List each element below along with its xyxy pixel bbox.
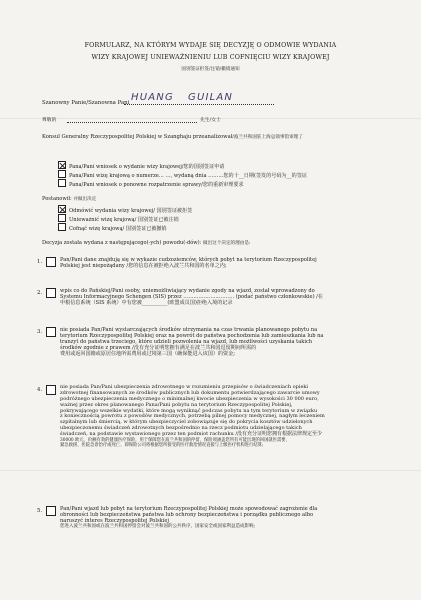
addressee-label-chinese: 尊敬的: [42, 118, 57, 123]
reason-3-checkbox[interactable]: [46, 327, 56, 337]
reason-3-line: środków zgodnie z prawem /没有充分证明您拥有满足在波兰共和国逗留期间所需的: [60, 345, 257, 351]
reason-4-line: zdrowotnej finansowanych ze środków publicznych lub dokumentu potwierdzającego zawarcie umowy: [60, 389, 320, 396]
reason-4-text: [60, 385, 325, 448]
request-option-1-checkbox[interactable]: [58, 161, 66, 169]
reason-4-line: 紧急救援、医院急诊治疗或死亡、即保险公司将根据您所接受的医疗救治情况直接与上级医疗机构进行结算;: [60, 443, 264, 449]
decision-option-2: [58, 214, 179, 223]
reason-2-line: wpis co do Pańskiej/Pani osoby, uniemożliwiający wydanie zgody na wjazd, został wprowadzony do: [60, 288, 315, 294]
reason-4-line: 30000 欧元、价额有效的健康医疗保险，用于保障您在波兰共和国的停留、保险须涵盖您所有可能出现的回国就医需要、: [60, 438, 290, 444]
request-option-1: [58, 161, 224, 170]
reason-3-line: nie posiada Pan/Pani wystarczających środków utrzymania na czas trwania planowanego pobytu na: [60, 327, 318, 333]
addressee-label: Szanowny Panie/Szanowna Pani: [42, 100, 130, 106]
request-option-3: [58, 179, 244, 188]
reason-2-line: 申根信息系统（SIS 系统）中有您被__________(欧盟成员国)拒绝入境的记录: [60, 300, 233, 306]
addressee-surname: HUANG: [131, 92, 174, 103]
reasons-intro: [42, 240, 250, 246]
reason-5-line: Pan/Pani wjazd lub pobyt na terytorium Rzeczypospolitej Polskiej może spowodować zagrożenie dla: [60, 506, 318, 512]
form-title-line-2: WIZY KRAJOWEJ UNIEWAŻNIENIU LUB COFNIĘCIU WIZY KRAJOWEJ: [91, 54, 330, 61]
request-option-1-label: Pana/Pani wniosek o wydanie wizy krajowej/您的国别签证申请: [69, 164, 225, 170]
reason-4-line: z koniecznością powrotu z powodów medycznych, potrzebą pilnej pomocy medycznej, nagłym leczeniem: [60, 413, 325, 420]
decision-option-1: [58, 205, 192, 214]
reason-4-line: ważnej przez okres planowanego Pana/Pani pobytu na terytorium Rzeczypospolitej Polskiej,: [60, 401, 293, 408]
consulate-statement-chinese: /波兰共和国驻上海总领事馆审理了: [232, 135, 303, 140]
reason-4-line: pokrywającego wszelkie wydatki, które mogą wyniknąć podczas pobytu na tym terytorium w związku: [60, 407, 318, 414]
reasons-intro-chinese: 做出这个决定的理由是:: [202, 241, 251, 246]
reason-4-line: świadczeń, na podstawie wystawionego przez ten podmiot rachunku /没有充分证明您拥有根据法律规定至少: [60, 431, 323, 438]
reason-2-text: [60, 288, 323, 306]
reason-5-line: 您进入波兰共和国或在波兰共和国停留会对波兰共和国的公共秩序，国家安全或国家利益造成影响;: [60, 524, 256, 529]
decision-heading: [42, 196, 96, 202]
reason-4-line: ubezpieczonemu świadczeń zdrowotnych bezpośrednio na rzecz podmiotu udzielającego takich: [60, 425, 302, 432]
reason-4-number: 4.: [37, 387, 43, 393]
reason-4-line: podróżnego ubezpieczenia medycznego o minimalnej kwocie ubezpieczenia w wysokości 30 000 euro,: [60, 395, 319, 402]
request-option-2-checkbox[interactable]: [58, 170, 66, 178]
decision-option-3-label: Cofnąć wizę krajową/ 国别签证已被撤销: [69, 226, 167, 232]
request-option-2: [58, 170, 307, 179]
addressee-suffix-chinese: 先生/女士: [200, 118, 221, 123]
decision-option-3-checkbox[interactable]: [58, 223, 66, 231]
reasons-intro-text: Decyzja została wydana z następującego(-ych) powodu(-dów):: [42, 240, 202, 246]
reason-5-line: obronności lub bezpieczeństwa państwa lub ochrony bezpieczeństwa i porządku publicznego albo: [60, 512, 314, 518]
request-option-3-label: Pana/Pani wniosek o ponowne rozpatrzenie sprawy/您的重新审理要求: [69, 182, 244, 188]
reason-1-text: [60, 257, 317, 269]
reason-4-line: nie posiada Pan/Pani ubezpieczenia zdrowotnego w rozumieniu przepisów o świadczeniach opieki: [60, 384, 309, 390]
reason-3-text: [60, 327, 323, 357]
decision-option-3: [58, 223, 167, 232]
decision-label-chinese: 并做出决定: [73, 197, 97, 202]
reason-3-line: tranzyt do państwa trzeciego, które udzieli pozwolenia na wjazd, lub możliwości uzyskania takich: [60, 339, 313, 345]
reason-3-number: 3.: [37, 329, 43, 335]
decision-option-1-label: Odmówić wydania wizy krajowej/ 国别签证被拒签: [69, 208, 193, 214]
decision-option-2-checkbox[interactable]: [58, 214, 66, 222]
reason-5-line: naruszyć interes Rzeczypospolitej Polskiej: [60, 518, 169, 524]
reason-1-line: Pan/Pani dane znajdują się w wykazie cudzoziemców, których pobyt na terytorium Rzeczypospolitej: [60, 257, 317, 263]
decision-option-1-checkbox[interactable]: [58, 205, 66, 213]
request-option-3-checkbox[interactable]: [58, 179, 66, 187]
reason-2-line: Systemu Informacyjnego Schengen (SIS) przez ………………………… (podać państwo członkowskie) /在: [60, 294, 323, 300]
reason-2-checkbox[interactable]: [46, 288, 56, 298]
decision-label: Postanowił:: [42, 196, 72, 202]
form-title-chinese: 国别签证拒签/注销/撤销通知: [181, 67, 240, 72]
reason-1-number: 1.: [37, 259, 43, 265]
form-title-line-1: FORMULARZ, NA KTÓRYM WYDAJE SIĘ DECYZJĘ O ODMOWIE WYDANIA: [84, 42, 337, 49]
addressee-given-name: GUILAN: [188, 92, 234, 103]
addressee-chinese-line: [67, 122, 197, 123]
addressee-name-line: [124, 104, 274, 105]
reason-4-line: szpitalnym lub śmiercią, w którym ubezpieczyciel zobowiązuje się do pokrycia kosztów udzielonych: [60, 419, 313, 426]
reason-1-line: Polskiej jest niepożądany /您的信息在被拒绝入波兰共和国的名单之内;: [60, 263, 227, 269]
reason-3-line: 费用或返回国籍或原居住地所需费用或过境第三国（确保能进入该国）的资金;: [60, 351, 235, 357]
reason-3-line: terytorium Rzeczypospolitej Polskiej oraz na powrót do państwa pochodzenia lub zamieszkania lub na: [60, 333, 324, 339]
reason-5-number: 5.: [37, 508, 43, 514]
reason-5-checkbox[interactable]: [46, 506, 56, 516]
consulate-statement: [42, 134, 303, 140]
decision-option-2-label: Unieważnić wizę krajową/ 国别签证已被注销: [69, 217, 179, 223]
request-option-2-label: Pana/Pani wizę krajową o numerze… …, wydaną dnia ………您的十__日期(签发的号码为__的签证: [69, 173, 307, 179]
reason-5-text: [60, 506, 317, 529]
reason-4-checkbox[interactable]: [46, 385, 56, 395]
reason-2-number: 2.: [37, 290, 43, 296]
consulate-statement-text: Konsul Generalny Rzeczypospolitej Polskiej w Szanghaju przeanalizował: [42, 134, 233, 140]
reason-1-checkbox[interactable]: [46, 257, 56, 267]
